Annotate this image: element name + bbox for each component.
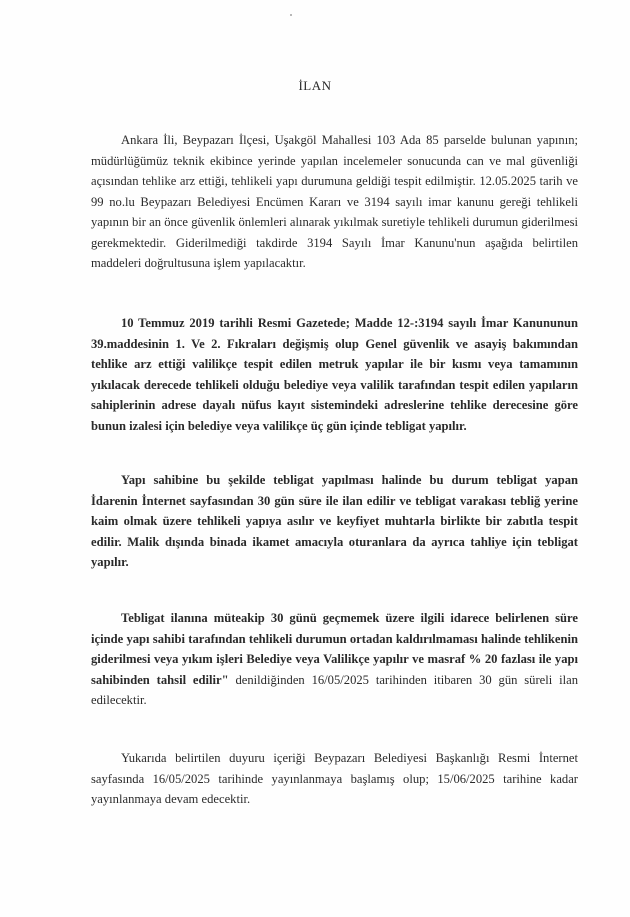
paragraph-notification: Yapı sahibine bu şekilde tebligat yapılması halinde bu durum tebligat yapan İdarenin İnternet sayfasından 30 gün süre ile ilan edilir ve tebligat varakası tebliğ yerine kaim olmak üzere tehlikeli yapıya asılır ve keyfiyet muhtarla birlikte bir zabıtla tespit edilir. Malik dışında binada ikamet amacıyla oturanlara da ayrıca tahliye için tebligat yapılır.: [91, 473, 578, 569]
document-title: İLAN: [298, 78, 332, 93]
paragraph-announcement: Ankara İli, Beypazarı İlçesi, Uşakgöl Mahallesi 103 Ada 85 parselde bulunan yapının; müdürlüğümüz teknik ekibince yerinde yapılan incelemeler sonucunda can ve mal güvenliği açısından tehlike arz ettiği, tehlikeli yapı durumuna geldiği tespit edilmiştir. 12.05.2025 tarih ve 99 no.lu Beypazarı Belediyesi Encümen Kararı ve 3194 sayılı imar kanunu gereği tehlikeli yapının bir an önce güvenlik önlemleri alınarak yıkılmak suretiyle tehlikeli durumun giderilmesi gerekmektedir. Giderilmediği takdirde 3194 Sayılı İmar Kanunu'nun aşağıda belirtilen maddeleri doğrultusuna işlem yapılacaktır.: [91, 133, 578, 270]
deadline-remark: denildiğinden 16/05/2025 tarihinden itibaren 30 gün süreli ilan edilecektir.: [91, 672, 579, 707]
deadline-quote: Tebligat ilanına müteakip 30 günü geçmemek üzere ilgili idarece belirlenen süre içinde yapı sahibi tarafından tehlikeli durumun ortadan kaldırılmaması halinde tehlikenin giderilmesi veya yıkım işleri Belediye veya Valilikçe yapılır ve masraf % 20 fazlası ile yapı sahibinden tahsil edilir": [91, 611, 578, 687]
paragraph-publication: Yukarıda belirtilen duyuru içeriği Beypazarı Belediyesi Başkanlığı Resmi İnternet sayfasında 16/05/2025 tarihinde yayınlanmaya başlamış olup; 15/06/2025 tarihine kadar yayınlanmaya devam edecektir.: [91, 751, 578, 806]
scan-speck: [290, 14, 292, 16]
paragraph-deadline: [91, 608, 578, 711]
paragraph-legal-article: 10 Temmuz 2019 tarihli Resmi Gazetede; Madde 12-:3194 sayılı İmar Kanununun 39.maddesinin 1. Ve 2. Fıkraları değişmiş olup Genel güvenlik ve asayiş bakımından tehlike arz ettiği valilikçe tespit edilen metruk yapılar ile bir kısmı veya tamamının yıkılacak derecede tehlikeli olduğu belediye veya valilik tarafından tespit edilen yapıların sahiplerinin adrese dayalı nüfus kayıt sistemindeki adreslerine tehlike derecesine göre bunun izalesi için belediye veya valilikçe üç gün içinde tebligat yapılır.: [91, 316, 578, 433]
